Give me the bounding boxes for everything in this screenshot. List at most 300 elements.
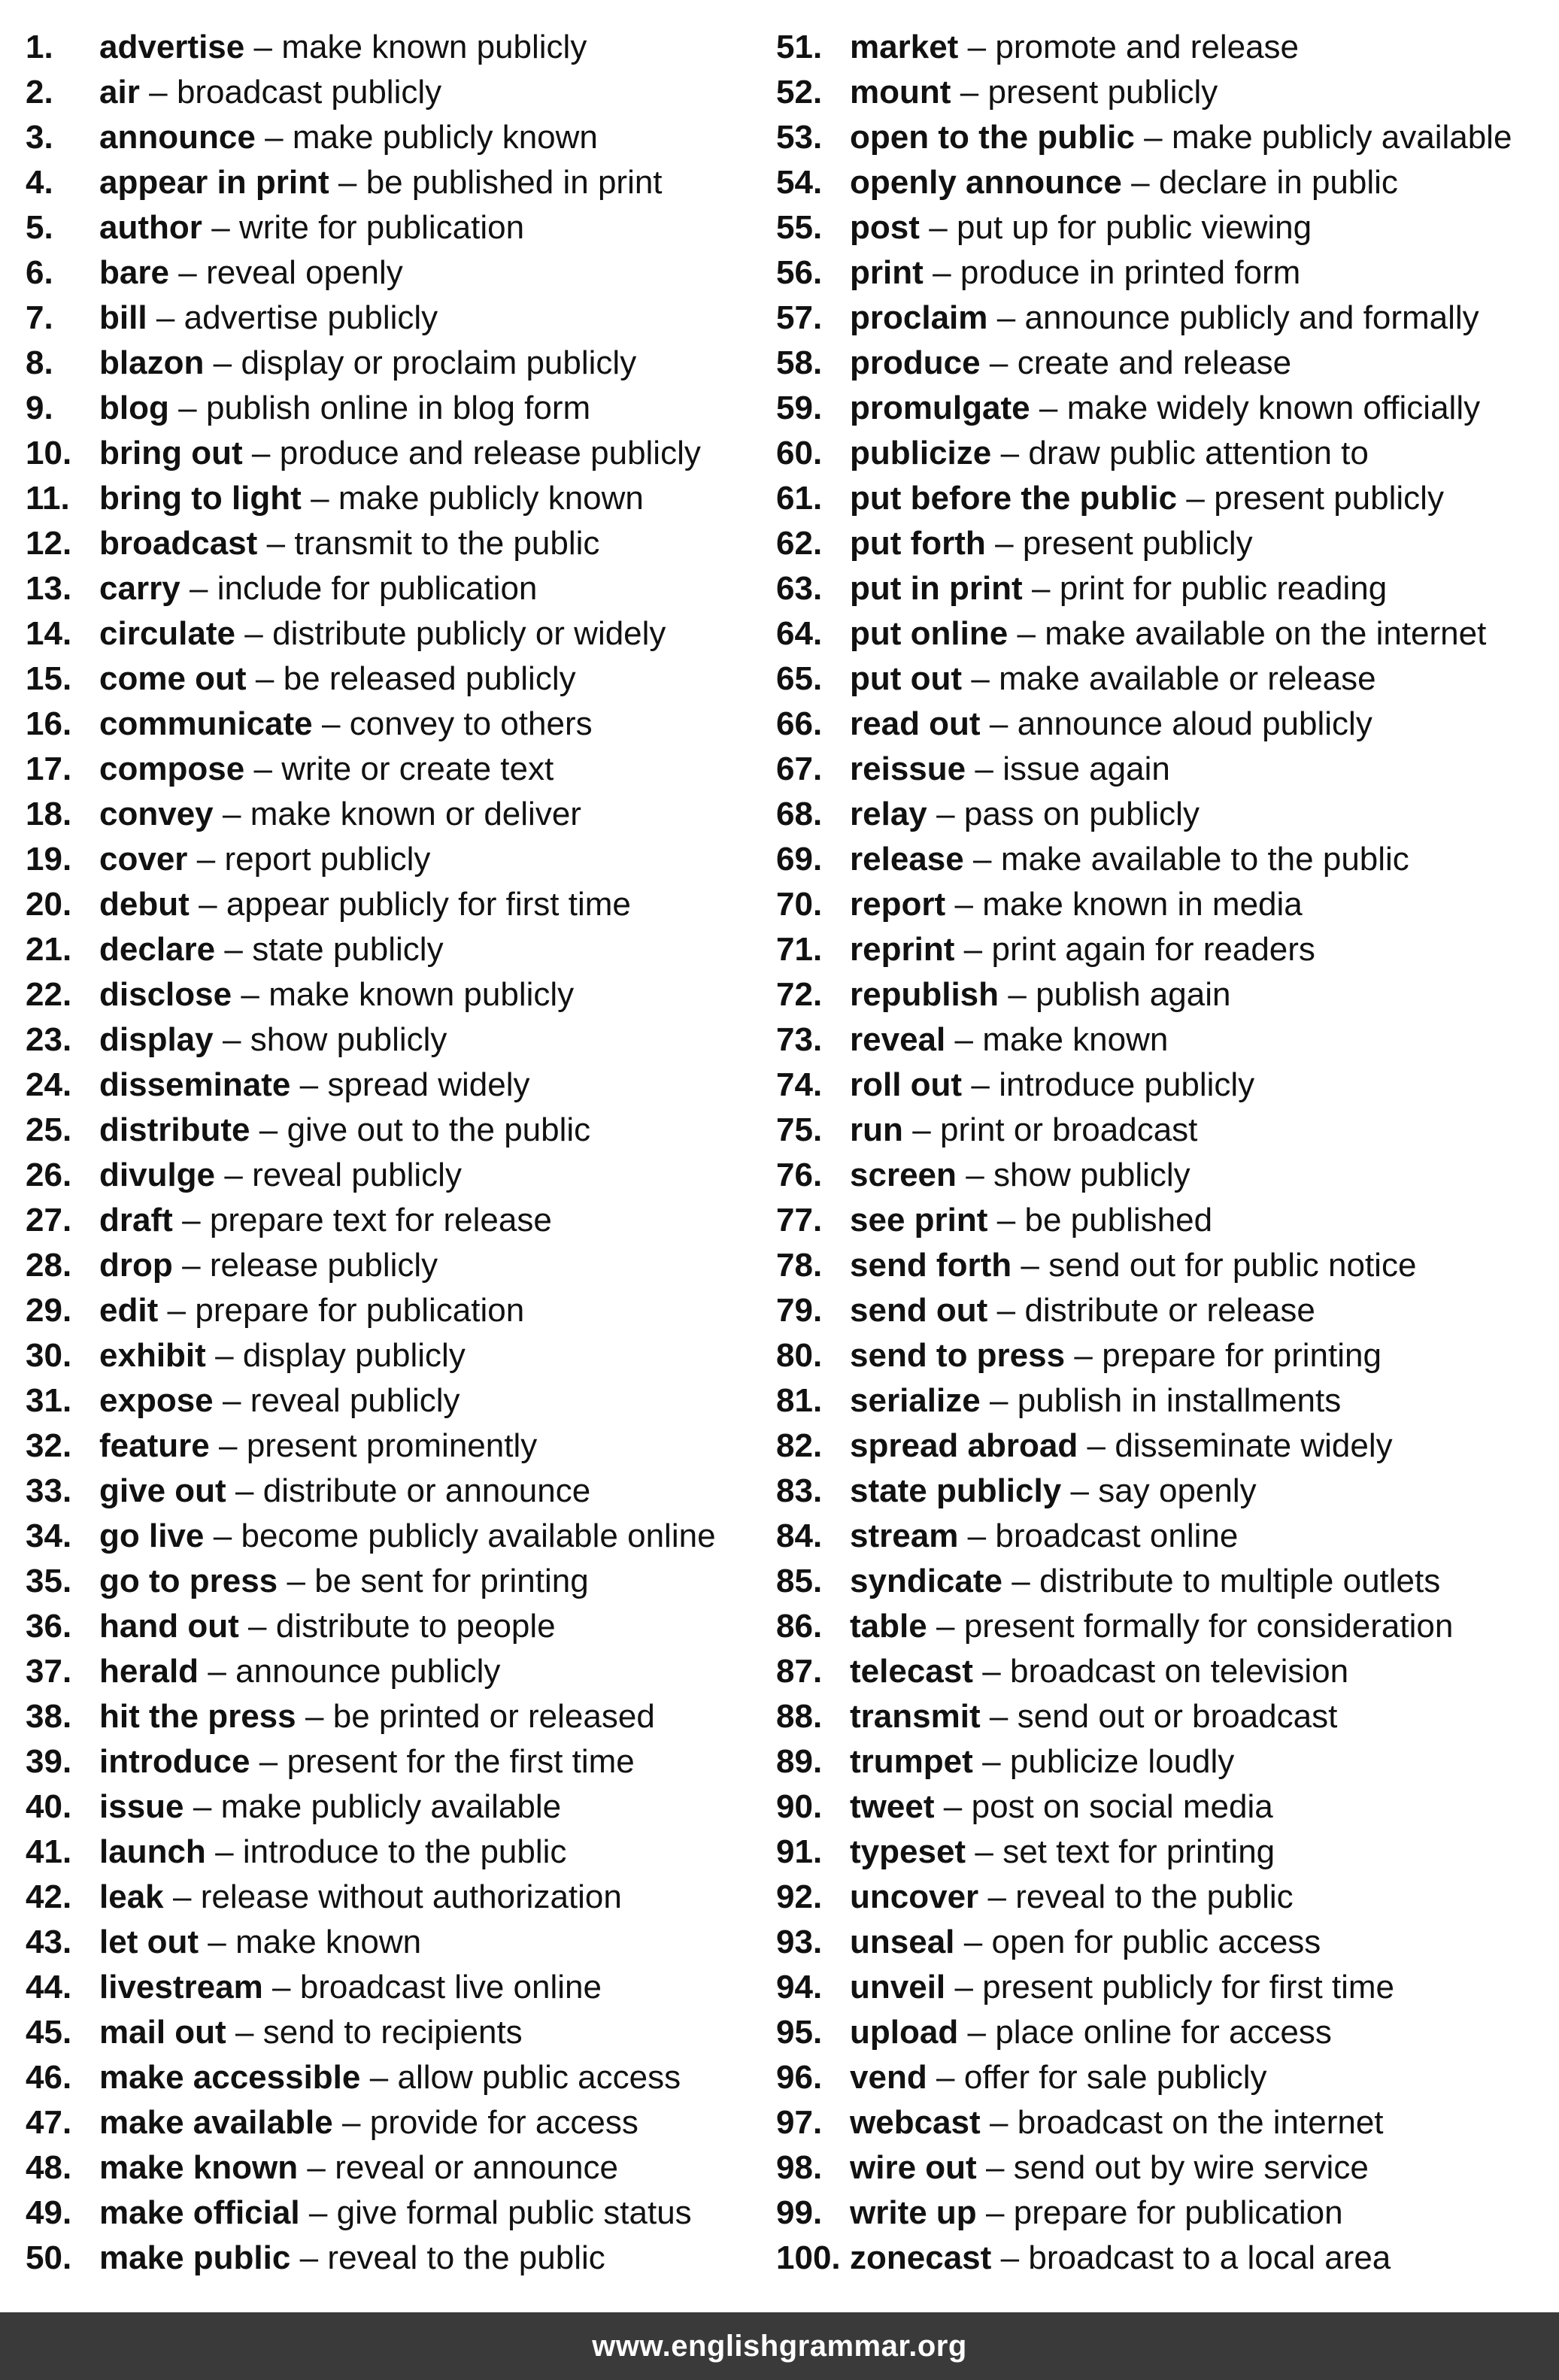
item-definition: present for the first time — [287, 1743, 635, 1780]
list-item — [26, 792, 776, 837]
item-number: 9. — [26, 390, 53, 426]
item-number: 26. — [26, 1157, 72, 1193]
item-separator: – — [1012, 1563, 1030, 1599]
list-item — [776, 2055, 1545, 2100]
item-number: 57. — [776, 299, 823, 336]
item-separator: – — [1000, 2239, 1020, 2276]
item-number: 54. — [776, 164, 823, 201]
list-item — [776, 160, 1545, 205]
item-word: print — [850, 254, 924, 291]
list-item — [776, 972, 1545, 1017]
item-number: 12. — [26, 525, 72, 562]
list-item — [776, 656, 1545, 702]
list-item — [776, 2191, 1545, 2236]
item-separator: – — [912, 1111, 931, 1148]
item-word: send to press — [850, 1337, 1066, 1374]
item-separator: – — [982, 1653, 1001, 1690]
list-item — [26, 250, 776, 296]
item-definition: be released publicly — [283, 660, 576, 697]
item-separator: – — [193, 1788, 212, 1825]
item-word: report — [850, 886, 946, 923]
list-item — [776, 2236, 1545, 2281]
item-number: 36. — [26, 1608, 72, 1645]
item-word: declare — [99, 931, 216, 968]
list-item — [26, 1649, 776, 1694]
item-separator: – — [265, 119, 284, 156]
list-item — [776, 25, 1545, 70]
item-definition: send out for public notice — [1048, 1247, 1417, 1284]
list-item — [776, 1739, 1545, 1784]
item-separator: – — [1070, 1472, 1089, 1509]
item-word: mail out — [99, 2014, 226, 2051]
list-item — [776, 70, 1545, 115]
item-separator: – — [990, 1382, 1008, 1419]
item-word: put in print — [850, 570, 1023, 607]
item-word: herald — [99, 1653, 199, 1690]
item-separator: – — [272, 1969, 291, 2006]
list-item — [26, 1108, 776, 1153]
item-definition: distribute or release — [1024, 1292, 1315, 1329]
item-definition: display publicly — [242, 1337, 466, 1374]
item-definition: print for public reading — [1059, 570, 1388, 607]
item-definition: advertise publicly — [184, 299, 438, 336]
item-word: exhibit — [99, 1337, 206, 1374]
list-item — [26, 70, 776, 115]
list-item — [776, 1378, 1545, 1423]
item-definition: disseminate widely — [1115, 1427, 1393, 1464]
item-separator: – — [321, 705, 341, 742]
item-word: cover — [99, 841, 188, 878]
list-item — [26, 702, 776, 747]
item-definition: be published — [1024, 1202, 1213, 1239]
item-definition: introduce publicly — [999, 1066, 1255, 1103]
list-item — [776, 296, 1545, 341]
item-separator: – — [989, 1698, 1008, 1735]
item-definition: put up for public viewing — [957, 209, 1312, 246]
item-word: blazon — [99, 344, 205, 381]
item-definition: send out by wire service — [1013, 2149, 1369, 2186]
list-item — [26, 1017, 776, 1063]
item-number: 97. — [776, 2104, 823, 2141]
item-number: 93. — [776, 1924, 823, 1960]
list-item — [26, 1288, 776, 1333]
item-definition: broadcast on the internet — [1017, 2104, 1384, 2141]
item-word: disclose — [99, 976, 232, 1013]
item-word: livestream — [99, 1969, 263, 2006]
list-item — [776, 837, 1545, 882]
list-item — [26, 2010, 776, 2055]
item-number: 51. — [776, 29, 823, 65]
item-separator: – — [305, 1698, 324, 1735]
list-item — [26, 25, 776, 70]
item-number: 82. — [776, 1427, 823, 1464]
item-number: 87. — [776, 1653, 823, 1690]
item-number: 88. — [776, 1698, 823, 1735]
item-word: compose — [99, 750, 245, 787]
item-separator: – — [1017, 615, 1036, 652]
item-definition: produce and release publicly — [279, 435, 701, 471]
list-item — [776, 1830, 1545, 1875]
item-word: expose — [99, 1382, 214, 1419]
item-number: 94. — [776, 1969, 823, 2006]
item-separator: – — [222, 1382, 241, 1419]
item-word: issue — [99, 1788, 184, 1825]
list-item — [26, 1153, 776, 1198]
item-number: 92. — [776, 1878, 823, 1915]
item-separator: – — [986, 2149, 1005, 2186]
item-word: make available — [99, 2104, 333, 2141]
item-word: spread abroad — [850, 1427, 1078, 1464]
item-definition: prepare text for release — [209, 1202, 552, 1239]
item-number: 43. — [26, 1924, 72, 1960]
item-number: 84. — [776, 1517, 823, 1554]
item-definition: reveal to the public — [327, 2239, 605, 2276]
item-word: relay — [850, 796, 927, 832]
item-separator: – — [211, 209, 230, 246]
item-definition: present publicly for first time — [982, 1969, 1395, 2006]
item-word: promulgate — [850, 390, 1030, 426]
item-separator: – — [156, 299, 175, 336]
item-definition: post on social media — [971, 1788, 1273, 1825]
item-separator: – — [235, 2014, 254, 2051]
item-separator: – — [1186, 480, 1205, 517]
item-word: put before the public — [850, 480, 1178, 517]
item-word: webcast — [850, 2104, 981, 2141]
item-separator: – — [208, 1653, 226, 1690]
item-word: edit — [99, 1292, 159, 1329]
item-word: go live — [99, 1517, 205, 1554]
item-word: table — [850, 1608, 927, 1645]
item-separator: – — [971, 1066, 990, 1103]
list-item — [776, 115, 1545, 160]
item-separator: – — [982, 1743, 1001, 1780]
item-definition: distribute to people — [275, 1608, 556, 1645]
item-number: 31. — [26, 1382, 72, 1419]
item-number: 22. — [26, 976, 72, 1013]
item-separator: – — [196, 841, 216, 878]
item-definition: make known — [982, 1021, 1169, 1058]
item-definition: make known in media — [982, 886, 1303, 923]
item-word: run — [850, 1111, 903, 1148]
item-number: 53. — [776, 119, 823, 156]
list-item — [26, 160, 776, 205]
item-word: put out — [850, 660, 963, 697]
item-definition: prepare for printing — [1102, 1337, 1382, 1374]
item-number: 100. — [776, 2239, 841, 2276]
item-definition: distribute to multiple outlets — [1039, 1563, 1441, 1599]
item-word: tweet — [850, 1788, 935, 1825]
list-item — [776, 1243, 1545, 1288]
item-number: 19. — [26, 841, 72, 878]
item-word: vend — [850, 2059, 927, 2096]
list-item — [776, 1965, 1545, 2010]
item-word: put online — [850, 615, 1008, 652]
item-word: serialize — [850, 1382, 981, 1419]
item-number: 24. — [26, 1066, 72, 1103]
item-word: air — [99, 74, 140, 111]
item-separator: – — [989, 2104, 1008, 2141]
item-number: 28. — [26, 1247, 72, 1284]
list-item — [776, 1017, 1545, 1063]
item-number: 37. — [26, 1653, 72, 1690]
item-definition: draw public attention to — [1028, 435, 1369, 471]
item-separator: – — [996, 299, 1016, 336]
item-definition: announce publicly and formally — [1024, 299, 1479, 336]
item-separator: – — [208, 1924, 226, 1960]
list-item — [26, 1694, 776, 1739]
item-definition: show publicly — [250, 1021, 447, 1058]
item-separator: – — [224, 1157, 243, 1193]
item-definition: make publicly known — [338, 480, 644, 517]
footer-bar — [0, 2312, 1559, 2380]
item-definition: include for publication — [217, 570, 538, 607]
item-definition: become publicly available online — [241, 1517, 716, 1554]
item-number: 95. — [776, 2014, 823, 2051]
item-word: leak — [99, 1878, 164, 1915]
item-word: unveil — [850, 1969, 946, 2006]
item-number: 41. — [26, 1833, 72, 1870]
item-definition: produce in printed form — [960, 254, 1301, 291]
item-word: release — [850, 841, 964, 878]
item-separator: – — [995, 525, 1014, 562]
list-item — [26, 341, 776, 386]
item-definition: introduce to the public — [242, 1833, 567, 1870]
item-word: reissue — [850, 750, 966, 787]
item-separator: – — [199, 886, 217, 923]
item-word: author — [99, 209, 202, 246]
item-definition: present prominently — [246, 1427, 538, 1464]
item-number: 10. — [26, 435, 72, 471]
item-separator: – — [1021, 1247, 1039, 1284]
item-separator: – — [971, 660, 990, 697]
item-word: broadcast — [99, 525, 258, 562]
list-item — [26, 1243, 776, 1288]
item-separator: – — [255, 660, 274, 697]
list-item — [26, 1559, 776, 1604]
item-definition: distribute publicly or widely — [272, 615, 666, 652]
item-definition: write for publication — [239, 209, 525, 246]
item-definition: publish in installments — [1017, 1382, 1342, 1419]
list-item — [776, 341, 1545, 386]
item-number: 63. — [776, 570, 823, 607]
item-separator: – — [975, 750, 993, 787]
list-item — [776, 431, 1545, 476]
list-item — [776, 747, 1545, 792]
list-item — [776, 250, 1545, 296]
item-word: blog — [99, 390, 169, 426]
item-separator: – — [1039, 390, 1058, 426]
item-number: 69. — [776, 841, 823, 878]
item-separator: – — [248, 1608, 267, 1645]
item-number: 77. — [776, 1202, 823, 1239]
list-item — [776, 1153, 1545, 1198]
item-separator: – — [967, 1517, 987, 1554]
item-definition: announce aloud publicly — [1017, 705, 1372, 742]
list-item — [26, 205, 776, 250]
item-definition: print again for readers — [991, 931, 1315, 968]
item-separator: – — [215, 1337, 234, 1374]
list-item — [776, 566, 1545, 611]
item-definition: distribute or announce — [262, 1472, 591, 1509]
item-definition: open for public access — [991, 1924, 1321, 1960]
item-word: syndicate — [850, 1563, 1002, 1599]
item-definition: announce publicly — [235, 1653, 501, 1690]
item-number: 21. — [26, 931, 72, 968]
item-number: 15. — [26, 660, 72, 697]
item-separator: – — [307, 2149, 326, 2186]
item-word: read out — [850, 705, 981, 742]
item-word: hand out — [99, 1608, 239, 1645]
item-definition: make known publicly — [281, 29, 587, 65]
item-definition: publish online in blog form — [205, 390, 591, 426]
item-separator: – — [244, 615, 263, 652]
item-number: 20. — [26, 886, 72, 923]
item-separator: – — [178, 390, 197, 426]
list-item — [776, 1198, 1545, 1243]
item-number: 56. — [776, 254, 823, 291]
item-definition: make widely known officially — [1066, 390, 1481, 426]
item-number: 91. — [776, 1833, 823, 1870]
item-word: bill — [99, 299, 147, 336]
item-definition: reveal openly — [206, 254, 403, 291]
item-separator: – — [213, 1517, 232, 1554]
item-word: reprint — [850, 931, 955, 968]
list-item — [776, 2100, 1545, 2145]
item-definition: spread widely — [327, 1066, 530, 1103]
item-word: send out — [850, 1292, 988, 1329]
item-number: 18. — [26, 796, 72, 832]
list-item — [776, 1694, 1545, 1739]
item-word: see print — [850, 1202, 988, 1239]
list-item — [26, 1514, 776, 1559]
list-item — [776, 702, 1545, 747]
item-definition: make known publicly — [268, 976, 575, 1013]
item-number: 46. — [26, 2059, 72, 2096]
item-definition: be published in print — [365, 164, 663, 201]
item-separator: – — [933, 254, 951, 291]
website-url[interactable]: www.englishgrammar.org — [592, 2329, 967, 2363]
item-number: 38. — [26, 1698, 72, 1735]
item-word: mount — [850, 74, 951, 111]
item-definition: reveal to the public — [1015, 1878, 1294, 1915]
item-definition: create and release — [1017, 344, 1292, 381]
item-number: 76. — [776, 1157, 823, 1193]
list-item — [776, 1469, 1545, 1514]
list-item — [26, 972, 776, 1017]
list-item — [776, 1063, 1545, 1108]
item-definition: report publicly — [224, 841, 431, 878]
item-number: 32. — [26, 1427, 72, 1464]
item-number: 66. — [776, 705, 823, 742]
list-item — [776, 2145, 1545, 2191]
item-separator: – — [975, 1833, 993, 1870]
item-number: 59. — [776, 390, 823, 426]
item-definition: convey to others — [349, 705, 593, 742]
item-number: 89. — [776, 1743, 823, 1780]
item-number: 83. — [776, 1472, 823, 1509]
item-number: 8. — [26, 344, 53, 381]
list-item — [26, 296, 776, 341]
item-definition: prepare for publication — [1013, 2194, 1343, 2231]
item-word: communicate — [99, 705, 313, 742]
item-definition: transmit to the public — [294, 525, 600, 562]
item-number: 49. — [26, 2194, 72, 2231]
item-separator: – — [215, 1833, 234, 1870]
item-separator: – — [954, 886, 973, 923]
item-definition: say openly — [1098, 1472, 1257, 1509]
item-number: 65. — [776, 660, 823, 697]
list-item — [26, 2236, 776, 2281]
list-item — [776, 1559, 1545, 1604]
item-word: post — [850, 209, 920, 246]
list-item — [26, 566, 776, 611]
item-separator: – — [149, 74, 168, 111]
item-separator: – — [929, 209, 948, 246]
item-word: divulge — [99, 1157, 216, 1193]
item-number: 61. — [776, 480, 823, 517]
item-definition: broadcast online — [995, 1517, 1239, 1554]
item-separator: – — [311, 480, 329, 517]
item-definition: reveal or announce — [335, 2149, 618, 2186]
item-separator: – — [967, 29, 987, 65]
list-item — [776, 927, 1545, 972]
list-item — [776, 205, 1545, 250]
item-number: 80. — [776, 1337, 823, 1374]
item-separator: – — [213, 344, 232, 381]
item-separator: – — [1087, 1427, 1106, 1464]
item-word: put forth — [850, 525, 986, 562]
item-word: distribute — [99, 1111, 250, 1148]
item-number: 85. — [776, 1563, 823, 1599]
item-word: send forth — [850, 1247, 1012, 1284]
list-item — [26, 386, 776, 431]
item-word: publicize — [850, 435, 992, 471]
item-number: 98. — [776, 2149, 823, 2186]
item-definition: broadcast on television — [1010, 1653, 1349, 1690]
list-item — [776, 386, 1545, 431]
item-number: 1. — [26, 29, 53, 65]
item-definition: send to recipients — [262, 2014, 523, 2051]
item-separator: – — [989, 344, 1008, 381]
item-word: state publicly — [850, 1472, 1062, 1509]
item-word: wire out — [850, 2149, 977, 2186]
item-word: circulate — [99, 615, 235, 652]
item-number: 14. — [26, 615, 72, 652]
item-number: 6. — [26, 254, 53, 291]
item-separator: – — [966, 1157, 984, 1193]
item-definition: offer for sale publicly — [963, 2059, 1267, 2096]
item-number: 68. — [776, 796, 823, 832]
item-definition: allow public access — [397, 2059, 681, 2096]
item-word: typeset — [850, 1833, 966, 1870]
item-word: produce — [850, 344, 981, 381]
item-word: go to press — [99, 1563, 278, 1599]
item-number: 2. — [26, 74, 53, 111]
item-separator: – — [338, 164, 357, 201]
item-word: roll out — [850, 1066, 963, 1103]
item-number: 55. — [776, 209, 823, 246]
list-item — [26, 1920, 776, 1965]
item-definition: present publicly — [1214, 480, 1444, 517]
item-separator: – — [224, 931, 243, 968]
item-word: convey — [99, 796, 214, 832]
item-definition: make publicly available — [1171, 119, 1512, 156]
item-separator: – — [251, 435, 271, 471]
item-definition: be printed or released — [332, 1698, 655, 1735]
list-item — [776, 521, 1545, 566]
item-word: trumpet — [850, 1743, 973, 1780]
item-number: 73. — [776, 1021, 823, 1058]
